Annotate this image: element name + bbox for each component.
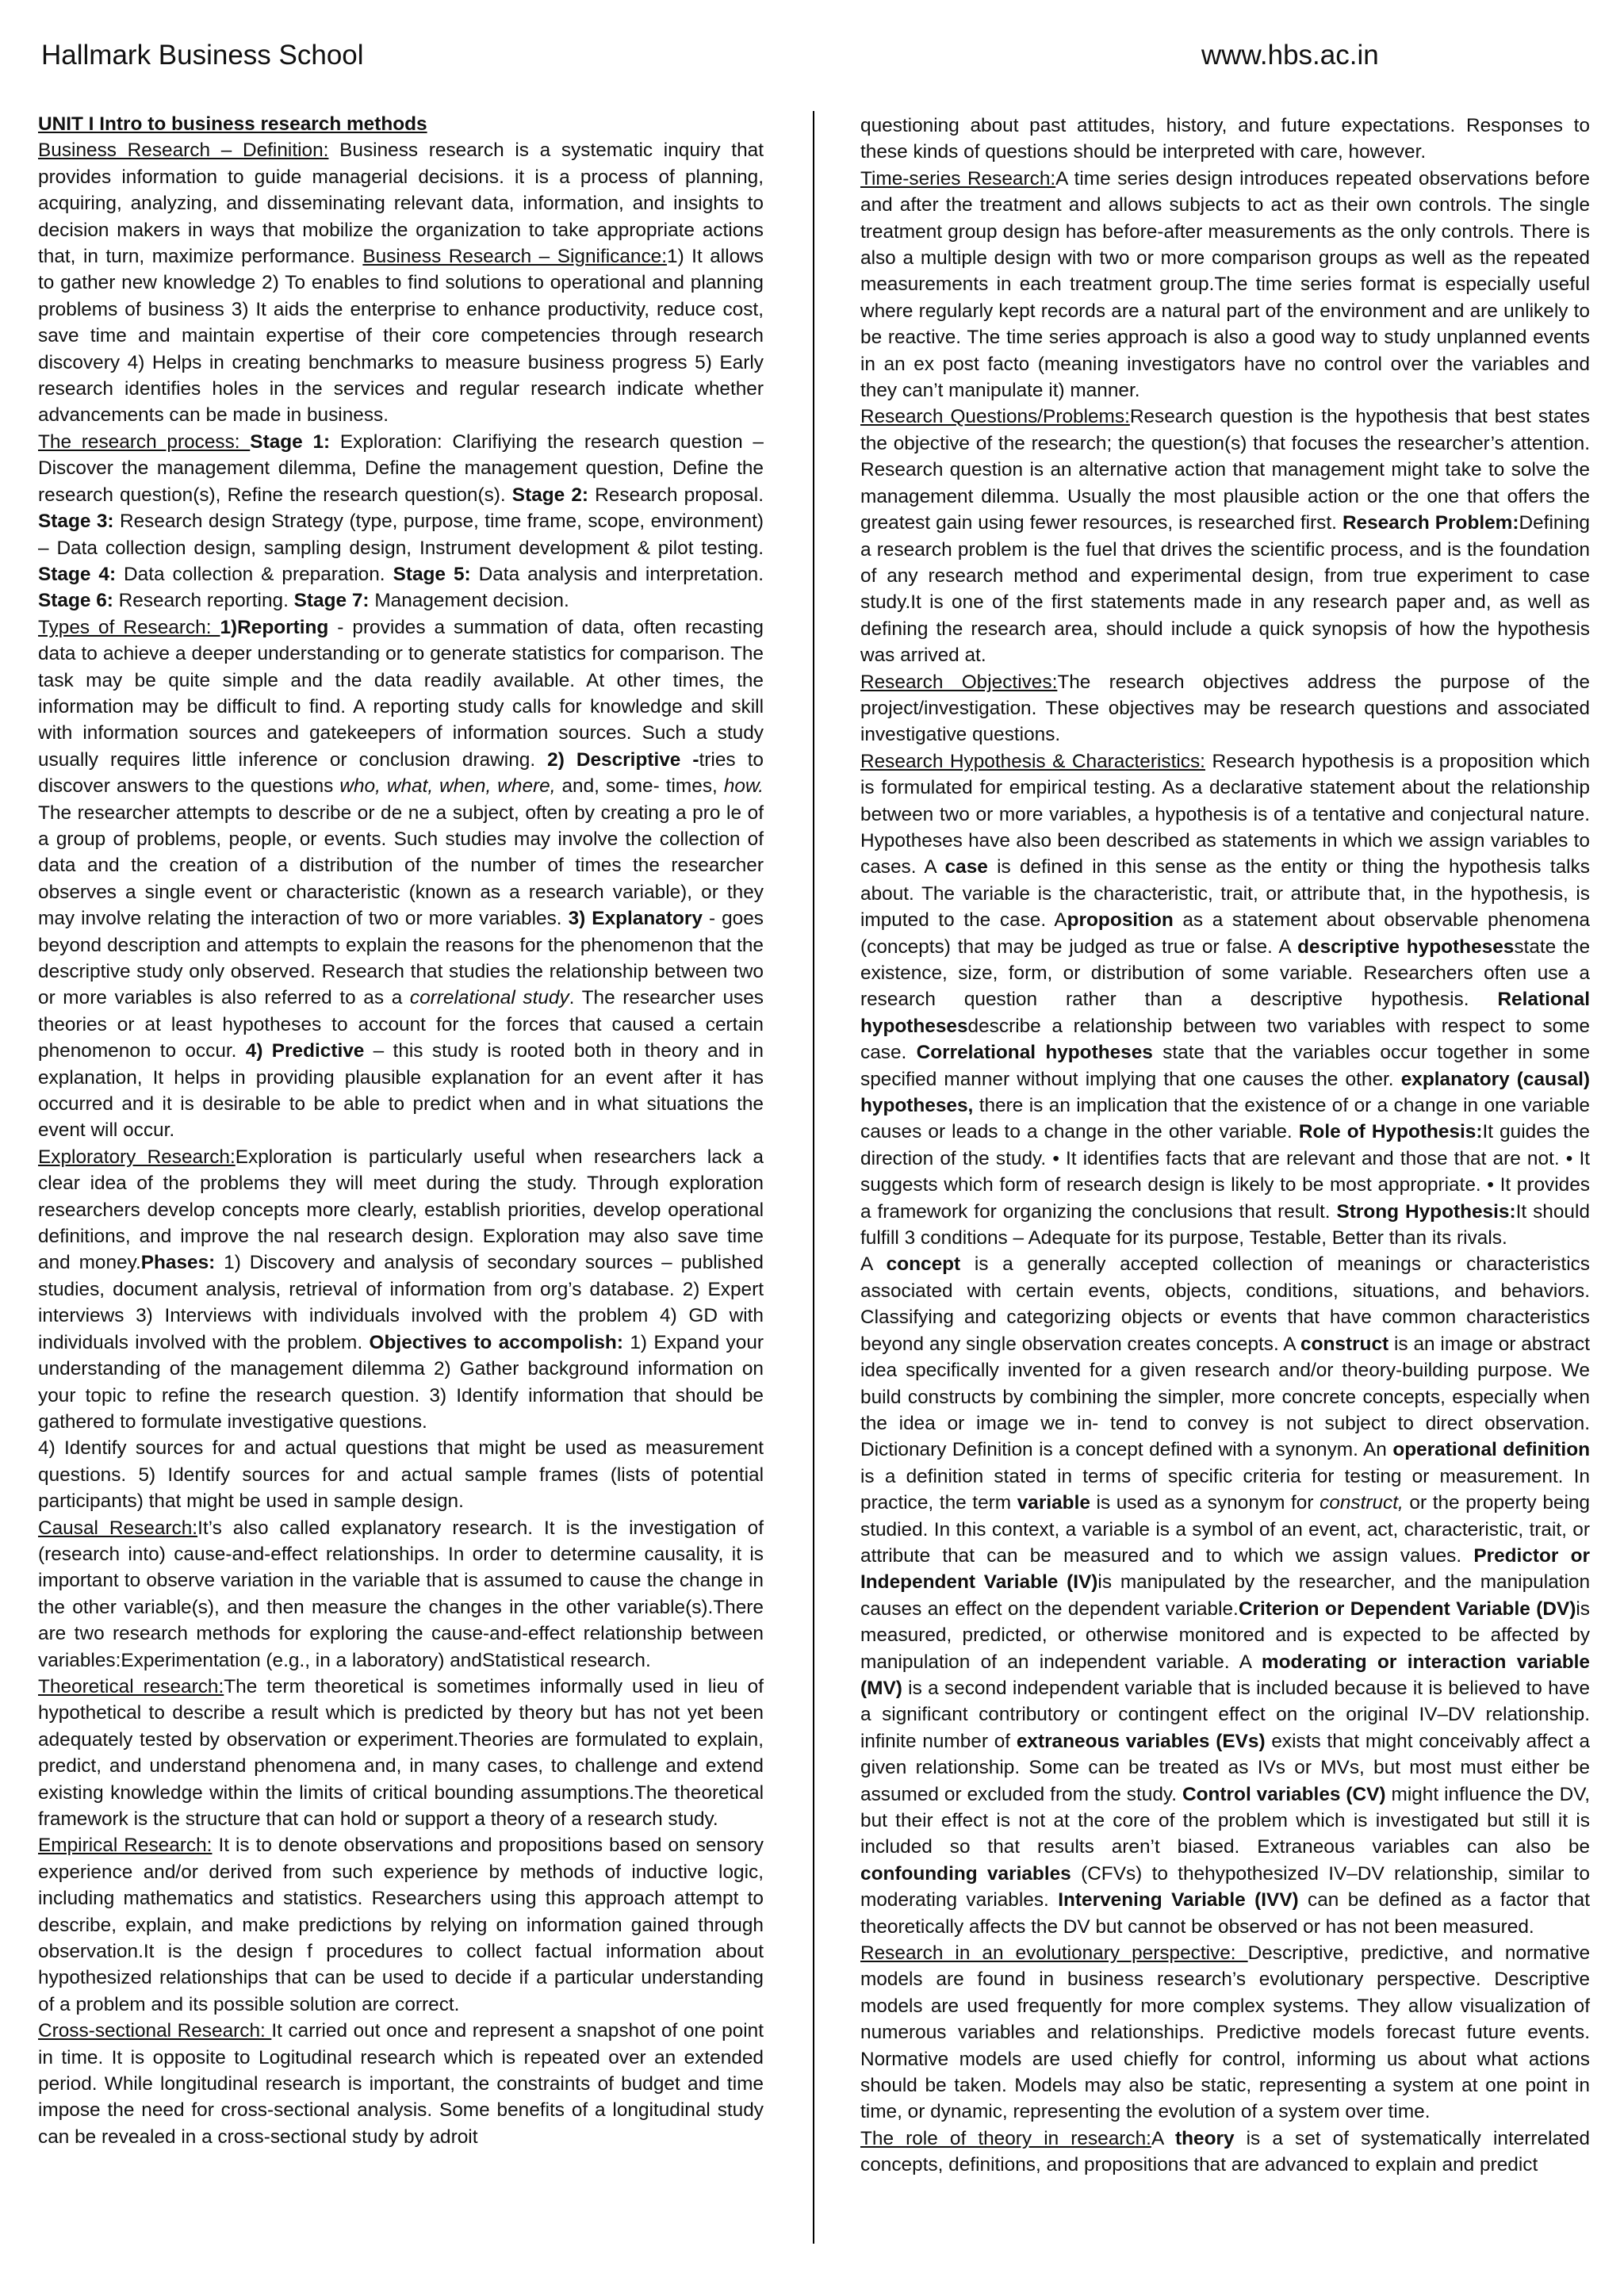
paragraph-exploratory: Exploratory Research:Exploration is particularly useful when researchers lack a clear idea of the problems they will meet during the study. Through exploration researchers develop concepts more clearly, establish priorities, develop operational definitions, and improve the nal research design. Exploration may also save time and money.Phases: 1) Discovery and analysis of secondary sources – published studies, document analysis, retrieval of information from org’s database. 2) Expert interviews 3) Interviews with individuals involved with the problem 4) GD with individuals involved with the problem. Objectives to accompolish: 1) Expand your understanding of the management dilemma 2) Gather background information on your topic to refine the research question. 3) Identify information that should be gathered to formulate investigative questions. — [38, 1146, 764, 1433]
paragraph-sources: 4) Identify sources for and actual questions that might be used as measurement questions. 5) Identify sources for and actual sample frames (lists of potential participants) that might be used in sample design. — [38, 1437, 764, 1513]
paragraph-empirical: Empirical Research: It is to denote observations and propositions based on sensory experience and/or derived from such experience by methods of inductive logic, including mathematics and statistics. Researchers using this approach attempt to describe, explain, and make predictions by relying on information gained through observation.It is the design f procedures to collect factual information about hypothesized relationships that can be used to decide if a particular understanding of a problem and its possible solution are correct. — [38, 1835, 764, 2015]
left-column — [38, 111, 764, 2150]
paragraph-continued: questioning about past attitudes, history, and future expectations. Responses to these kinds of questions should be interpreted with care, however. — [860, 115, 1590, 163]
paragraph-causal: Causal Research:It’s also called explanatory research. It is the investigation of (research into) cause-and-effect relationships. In order to determine causality, it is important to observe variation in the variable that is assumed to cause the change in the other variable(s), and then measure the changes in the other variable(s).There are two research methods for exploring the cause-and-effect relationship between variables:Experimentation (e.g., in a laboratory) andStatistical research. — [38, 1517, 764, 1671]
school-website: www.hbs.ac.in — [1201, 40, 1379, 71]
school-name: Hallmark Business School — [41, 40, 364, 71]
unit-title: UNIT I Intro to business research methods — [38, 113, 427, 135]
paragraph-theoretical: Theoretical research:The term theoretical is sometimes informally used in lieu of hypothetical to describe a result which is predicted by theory but has not yet been adequately tested by observation or experiment.Theories are formulated to explain, predict, and understand phenomena and, in many cases, to challenge and extend existing knowledge within the limits of critical bounding assumptions.The theoretical framework is the structure that can hold or support a theory of a research study. — [38, 1675, 764, 1830]
paragraph-role-of-theory: The role of theory in research:A theory is a set of systematically interrelated concepts, definitions, and propositions that are advanced to explain and predict — [860, 2127, 1591, 2176]
paragraph-research-objectives: Research Objectives:The research objectives address the purpose of the project/investigation. These objectives may be research questions and associated investigative questions. — [860, 671, 1590, 746]
paragraph-cross-sectional: Cross-sectional Research: It carried out once and represent a snapshot of one point in time. It is opposite to Logitudinal research which is repeated over an extended period. While longitudinal research is important, the constraints of budget and time impose the need for cross-sectional analysis. Some benefits of a longitudinal study can be revealed in a cross-sectional study by adroit — [38, 2020, 764, 2148]
paragraph-research-questions: Research Questions/Problems:Research question is the hypothesis that best states the objective of the research; the question(s) that focuses the researcher’s attention. Research question is an alternative action that management might take to solve the management dilemma. Usually the most plausible action or the one that offers the greatest gain using fewer resources, is researched first. Research Problem:Defining a research problem is the fuel that drives the scientific process, and is the foundation of any research method and experimental design, from true experiment to case study.It is one of the first statements made in any research paper and, as well as defining the research area, should include a quick synopsis of how the hypothesis was arrived at. — [860, 406, 1590, 667]
paragraph-time-series: Time-series Research:A time series design introduces repeated observations before and after the treatment and allows subjects to act as their own controls. The single treatment group design has before-after measurements as the only controls. There is also a multiple design with two or more comparison groups as well as the repeated measurements in each treatment group.The time series format is especially useful where regularly kept records are a natural part of the environment and are unlikely to be reactive. The time series approach is also a good way to study unplanned events in an ex post facto (meaning investigators have no control over the variables and they can’t manipulate it) manner. — [860, 167, 1590, 402]
column-divider — [813, 111, 814, 2244]
right-column — [860, 113, 1590, 2179]
paragraph-types-of-research: Types of Research: 1)Reporting - provides a summation of data, often recasting data to achieve a deeper understanding or to generate statistics for comparison. The task may be quite simple and the data readily available. At other times, the information may be difficult to find. A reporting study calls for knowledge and skill with information sources and gatekeepers of information sources. Such a study usually requires little inference or conclusion drawing. 2) Descriptive -tries to discover answers to the questions who, what, when, where, and, some- times, how. The researcher attempts to describe or de ne a subject, often by creating a pro le of a group of problems, people, or events. Such studies may involve the collection of data and the creation of a distribution of the number of times the researcher observes a single event or characteristic (known as a research variable), or they may involve relating the interaction of two or more variables. 3) Explanatory - goes beyond description and attempts to explain the reasons for the phenomenon that the descriptive study only observed. Research that studies the relationship between two or more variables is also referred to as a correlational study. The researcher uses theories or at least hypotheses to account for the forces that caused a certain phenomenon to occur. 4) Predictive – this study is rooted both in theory and in explanation, It helps in providing plausible explanation for an event after it has occurred and it is desirable to be able to predict when and in what situations the event will occur. — [38, 616, 764, 1142]
paragraph-definition: Business Research – Definition: Business research is a systematic inquiry that provides information to guide managerial decisions. it is a process of planning, acquiring, analyzing, and disseminating relevant data, information, and insights to decision makers in ways that mobilize the organization to take appropriate actions that, in turn, maximize performance. Business Research – Significance:1) It allows to gather new knowledge 2) To enables to find solutions to operational and planning problems of business 3) It aids the enterprise to enhance productivity, reduce cost, save time and maintain expertise of their core competencies through research discovery 4) Helps in creating benchmarks to measure business progress 5) Early research identifies holes in the services and regular research indicate whether advancements can be made in business. — [38, 140, 764, 427]
paragraph-hypothesis: Research Hypothesis & Characteristics: Research hypothesis is a proposition which is formulated for empirical testing. As a declarative statement about the relationship between two or more variables, a hypothesis is of a tentative and conjectural nature. Hypotheses have also been described as statements in which we assign variables to cases. A case is defined in this sense as the entity or thing the hypothesis talks about. The variable is the characteristic, trait, or attribute that, in the hypothesis, is imputed to the case. Aproposition as a statement about observable phenomena (concepts) that may be judged as true or false. A descriptive hypothesesstate the existence, size, form, or distribution of some variable. Researchers often use a research question rather than a descriptive hypothesis. Relational hypothesesdescribe a relationship between two variables with respect to some case. Correlational hypotheses state that the variables occur together in some specified manner without implying that one causes the other. explanatory (causal) hypotheses, there is an implication that the existence of or a change in one variable causes or leads to a change in the other variable. Role of Hypothesis:It guides the direction of the study. • It identifies facts that are relevant and those that are not. • It suggests which form of research design is likely to be most appropriate. • It provides a framework for organizing the conclusions that result. Strong Hypothesis:It should fulfill 3 conditions – Adequate for its purpose, Testable, Better than its rivals. — [860, 750, 1591, 1249]
paragraph-evolutionary: Research in an evolutionary perspective: Descriptive, predictive, and normative models are found in business research’s evolutionary perspective. Descriptive models are used frequently for more complex systems. They allow visualization of numerous variables and relationships. Predictive models forecast future events. Normative models are used chiefly for control, informing us about what actions should be taken. Models may also be static, representing a system at one point in time, or dynamic, representing the evolution of a system over time. — [860, 1942, 1591, 2123]
paragraph-concepts-variables: A concept is a generally accepted collection of meanings or characteristics associated with certain events, objects, conditions, situations, and behaviors. Classifying and categorizing objects or events that have common characteristics beyond any single observation creates concepts. A construct is an image or abstract idea specifically invented for a given research and/or theory-building purpose. We build constructs by combining the simpler, more concrete concepts, especially when the idea or image we in- tend to convey is not subject to direct observation. Dictionary Definition is a concept defined with a synonym. An operational definition is a definition stated in terms of specific criteria for testing or measurement. In practice, the term variable is used as a synonym for construct, or the property being studied. In this context, a variable is a symbol of an event, act, characteristic, trait, or attribute that can be measured and to which we assign values. Predictor or Independent Variable (IV)is manipulated by the researcher, and the manipulation causes an effect on the dependent variable.Criterion or Dependent Variable (DV)is measured, predicted, or otherwise monitored and is expected to be affected by manipulation of an independent variable. A moderating or interaction variable (MV) is a second independent variable that is included because it is believed to have a significant contributory or contingent effect on the original IV–DV relationship. infinite number of extraneous variables (EVs) exists that might conceivably affect a given relationship. Some can be treated as IVs or MVs, but most must either be assumed or excluded from the study. Control variables (CV) might influence the DV, but their effect is not at the core of the problem which is investigated but still it is included so that results aren’t biased. Extraneous variables can also be confounding variables (CFVs) to thehypothesized IV–DV relationship, similar to moderating variables. Intervening Variable (IVV) can be defined as a factor that theoretically affects the DV but cannot be observed or has not been measured. — [860, 1253, 1591, 1938]
paragraph-research-process: The research process: Stage 1: Exploration: Clarifiying the research question – Discover the management dilemma, Define the management question, Define the research question(s), Refine the research question(s). Stage 2: Research proposal. Stage 3: Research design Strategy (type, purpose, time frame, scope, environment) – Data collection design, sampling design, Instrument development & pilot testing. Stage 4: Data collection & preparation. Stage 5: Data analysis and interpretation. Stage 6: Research reporting. Stage 7: Management decision. — [38, 430, 764, 612]
